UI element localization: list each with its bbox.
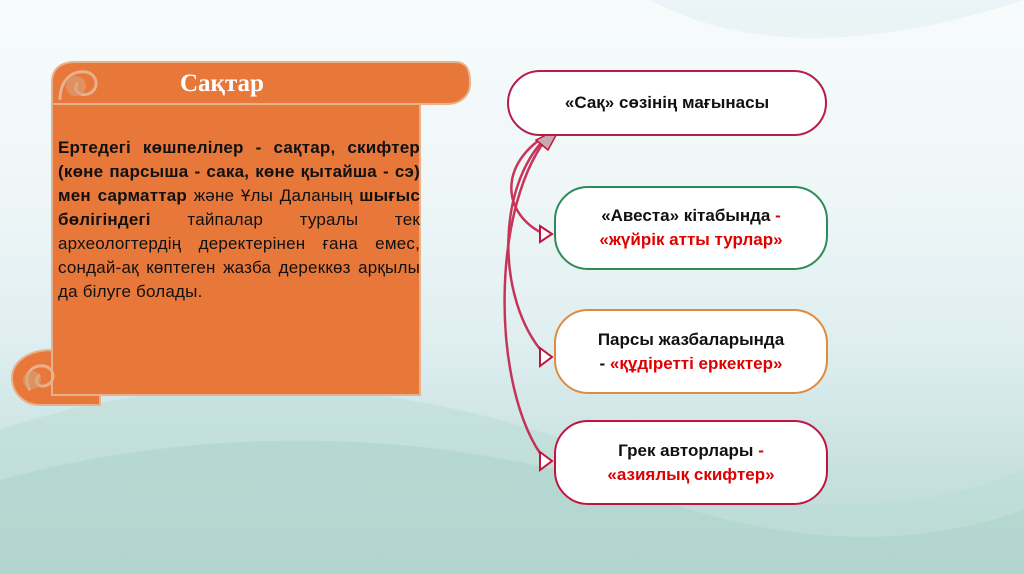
scroll-text [58, 136, 420, 304]
scroll-text-part-3: шығыс бөлігіндегі [58, 186, 421, 229]
scroll-text-part-2: және Ұлы Даланың [187, 186, 360, 205]
item-2-meaning: «құдіретті еркектер» [609, 353, 783, 373]
scroll-title: Сақтар [180, 70, 264, 97]
item-1-label: «Авеста» кітабында [601, 206, 771, 225]
scroll-text-part-4: тайпалар туралы тек археологтердің деректерінен ғана емес, сондай-ақ көптеген жазба дереккөз арқылы да білуге болады. [58, 210, 420, 301]
main-concept-box [507, 70, 827, 136]
item-3-meaning: «азиялық скифтер» [607, 464, 775, 484]
item-2-label: Парсы жазбаларында [597, 329, 785, 349]
item-3-label: Грек авторлары [618, 440, 754, 460]
main-concept-label: «Сақ» сөзінің мағынасы [564, 93, 770, 112]
item-1-meaning: «жүйрік атты турлар» [599, 230, 783, 249]
scroll-text-part-1: Ертедегі көшпелілер - сақтар, скифтер (көне парсыша - сака, көне қытайша - сэ) мен сарматтар [58, 138, 420, 205]
meaning-box-persian [554, 309, 828, 394]
item-3-dash: - [758, 440, 764, 460]
meaning-box-avesta [554, 186, 828, 270]
item-1-dash: - [775, 206, 781, 225]
item-2-dash: - [599, 353, 606, 373]
meaning-box-greek [554, 420, 828, 505]
